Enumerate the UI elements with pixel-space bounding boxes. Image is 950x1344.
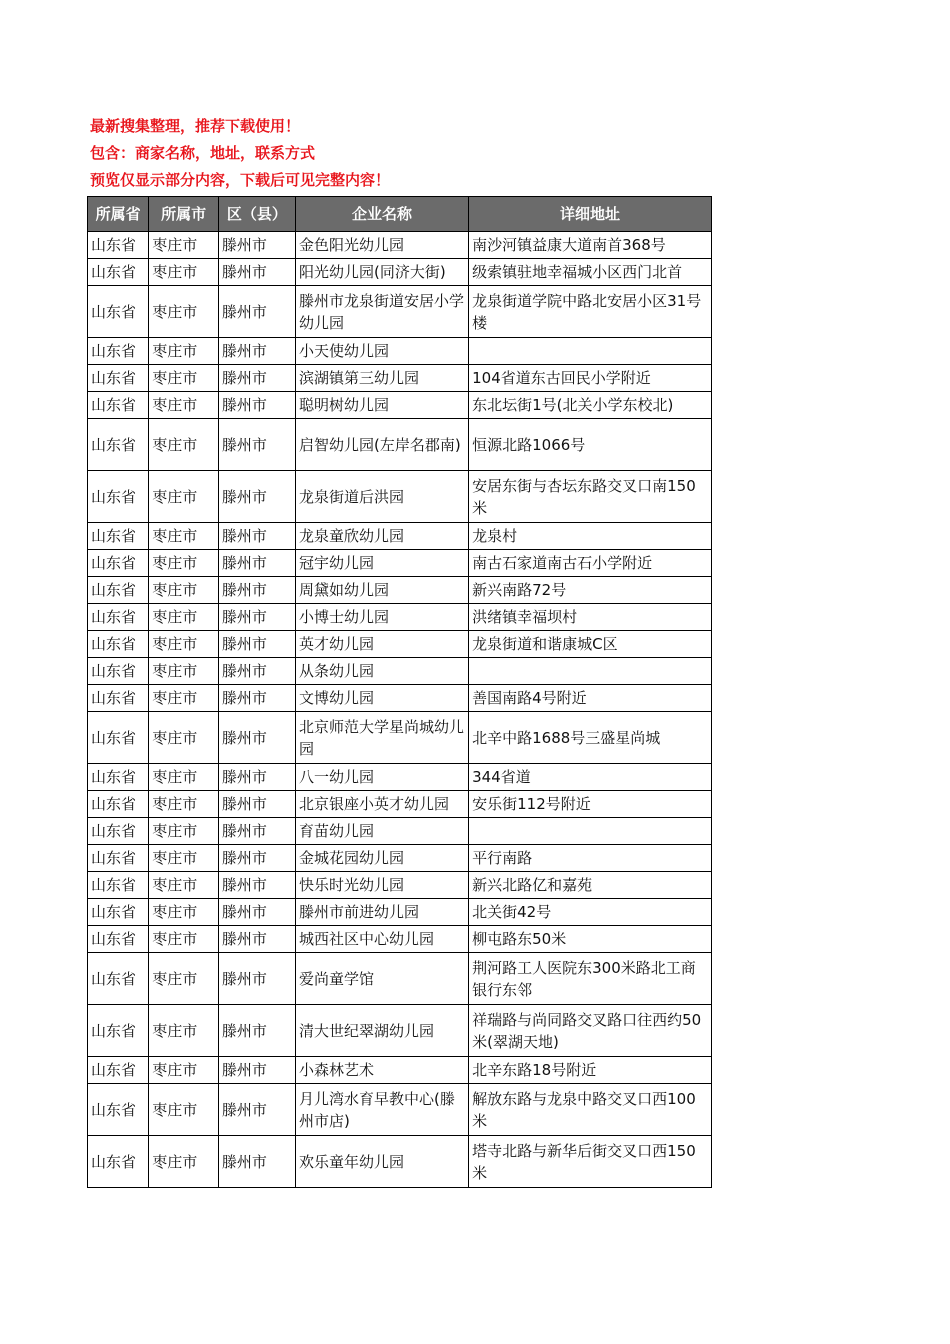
cell-district: 滕州市: [218, 232, 295, 259]
table-row: [88, 419, 712, 471]
cell-district: 滕州市: [218, 764, 295, 791]
cell-district: 滕州市: [218, 791, 295, 818]
cell-address: 344省道: [469, 764, 712, 791]
cell-province: 山东省: [88, 685, 149, 712]
cell-company-name: 八一幼儿园: [295, 764, 468, 791]
cell-company-name: 冠宇幼儿园: [295, 550, 468, 577]
notice-line-1: 最新搜集整理，推荐下载使用！: [90, 117, 301, 135]
table-row: [88, 872, 712, 899]
cell-company-name: 从条幼儿园: [295, 658, 468, 685]
table-row: [88, 818, 712, 845]
table-row: [88, 338, 712, 365]
cell-city: 枣庄市: [149, 286, 219, 338]
cell-company-name: 快乐时光幼儿园: [295, 872, 468, 899]
cell-city: 枣庄市: [149, 604, 219, 631]
table-row: [88, 685, 712, 712]
cell-address: 平行南路: [469, 845, 712, 872]
table-row: [88, 1084, 712, 1136]
cell-address: 祥瑞路与尚同路交叉路口往西约50米(翠湖天地): [469, 1005, 712, 1057]
cell-city: 枣庄市: [149, 471, 219, 523]
cell-province: 山东省: [88, 523, 149, 550]
cell-district: 滕州市: [218, 685, 295, 712]
cell-company-name: 欢乐童年幼儿园: [295, 1136, 468, 1188]
table-row: [88, 631, 712, 658]
cell-company-name: 育苗幼儿园: [295, 818, 468, 845]
table-row: [88, 1005, 712, 1057]
cell-district: 滕州市: [218, 392, 295, 419]
table-row: [88, 471, 712, 523]
cell-province: 山东省: [88, 471, 149, 523]
cell-city: 枣庄市: [149, 872, 219, 899]
header-district: 区（县）: [218, 197, 295, 232]
cell-province: 山东省: [88, 338, 149, 365]
cell-district: 滕州市: [218, 419, 295, 471]
cell-city: 枣庄市: [149, 577, 219, 604]
cell-company-name: 月儿湾水育早教中心(滕州市店): [295, 1084, 468, 1136]
cell-address: 龙泉街道学院中路北安居小区31号楼: [469, 286, 712, 338]
cell-province: 山东省: [88, 259, 149, 286]
cell-company-name: 英才幼儿园: [295, 631, 468, 658]
table-row: [88, 791, 712, 818]
table-row: [88, 523, 712, 550]
cell-province: 山东省: [88, 232, 149, 259]
cell-district: 滕州市: [218, 471, 295, 523]
business-table: [87, 196, 712, 1188]
header-address: 详细地址: [469, 197, 712, 232]
cell-city: 枣庄市: [149, 392, 219, 419]
cell-province: 山东省: [88, 365, 149, 392]
cell-district: 滕州市: [218, 872, 295, 899]
cell-company-name: 小森林艺术: [295, 1057, 468, 1084]
cell-city: 枣庄市: [149, 631, 219, 658]
cell-district: 滕州市: [218, 523, 295, 550]
cell-province: 山东省: [88, 419, 149, 471]
cell-company-name: 滨湖镇第三幼儿园: [295, 365, 468, 392]
cell-company-name: 小天使幼儿园: [295, 338, 468, 365]
cell-address: 东北坛街1号(北关小学东校北): [469, 392, 712, 419]
cell-company-name: 清大世纪翠湖幼儿园: [295, 1005, 468, 1057]
cell-company-name: 阳光幼儿园(同济大街): [295, 259, 468, 286]
cell-district: 滕州市: [218, 1136, 295, 1188]
cell-city: 枣庄市: [149, 259, 219, 286]
cell-city: 枣庄市: [149, 953, 219, 1005]
cell-company-name: 金城花园幼儿园: [295, 845, 468, 872]
cell-province: 山东省: [88, 604, 149, 631]
cell-province: 山东省: [88, 631, 149, 658]
header-city: 所属市: [149, 197, 219, 232]
cell-address: 新兴北路亿和嘉苑: [469, 872, 712, 899]
cell-address: 解放东路与龙泉中路交叉口西100米: [469, 1084, 712, 1136]
cell-district: 滕州市: [218, 926, 295, 953]
cell-address: 新兴南路72号: [469, 577, 712, 604]
table-row: [88, 899, 712, 926]
cell-district: 滕州市: [218, 1005, 295, 1057]
table-row: [88, 392, 712, 419]
cell-city: 枣庄市: [149, 764, 219, 791]
cell-address: 级索镇驻地幸福城小区西门北首: [469, 259, 712, 286]
header-province: 所属省: [88, 197, 149, 232]
table-row: [88, 259, 712, 286]
cell-address: 善国南路4号附近: [469, 685, 712, 712]
cell-company-name: 周黛如幼儿园: [295, 577, 468, 604]
table-row: [88, 577, 712, 604]
cell-district: 滕州市: [218, 818, 295, 845]
cell-address: 104省道东古回民小学附近: [469, 365, 712, 392]
table-row: [88, 1057, 712, 1084]
cell-company-name: 北京银座小英才幼儿园: [295, 791, 468, 818]
cell-company-name: 滕州市龙泉街道安居小学幼儿园: [295, 286, 468, 338]
cell-address: [469, 338, 712, 365]
cell-address: 龙泉街道和谐康城C区: [469, 631, 712, 658]
cell-district: 滕州市: [218, 712, 295, 764]
cell-province: 山东省: [88, 791, 149, 818]
cell-company-name: 小博士幼儿园: [295, 604, 468, 631]
table-row: [88, 550, 712, 577]
cell-address: 柳屯路东50米: [469, 926, 712, 953]
table-row: [88, 1136, 712, 1188]
cell-address: 塔寺北路与新华后街交叉口西150米: [469, 1136, 712, 1188]
table-row: [88, 286, 712, 338]
cell-company-name: 聪明树幼儿园: [295, 392, 468, 419]
notice-line-3: 预览仅显示部分内容，下载后可见完整内容！: [90, 171, 391, 189]
cell-province: 山东省: [88, 712, 149, 764]
cell-city: 枣庄市: [149, 926, 219, 953]
cell-province: 山东省: [88, 1005, 149, 1057]
cell-province: 山东省: [88, 872, 149, 899]
cell-address: 安居东街与杏坛东路交叉口南150米: [469, 471, 712, 523]
cell-district: 滕州市: [218, 365, 295, 392]
cell-province: 山东省: [88, 577, 149, 604]
cell-province: 山东省: [88, 1057, 149, 1084]
cell-address: 北辛东路18号附近: [469, 1057, 712, 1084]
cell-address: 龙泉村: [469, 523, 712, 550]
cell-address: 荆河路工人医院东300米路北工商银行东邻: [469, 953, 712, 1005]
cell-district: 滕州市: [218, 577, 295, 604]
cell-district: 滕州市: [218, 286, 295, 338]
table-row: [88, 926, 712, 953]
cell-company-name: 爱尚童学馆: [295, 953, 468, 1005]
cell-province: 山东省: [88, 926, 149, 953]
cell-district: 滕州市: [218, 338, 295, 365]
cell-address: 南沙河镇益康大道南首368号: [469, 232, 712, 259]
table-row: [88, 845, 712, 872]
cell-province: 山东省: [88, 550, 149, 577]
table-row: [88, 953, 712, 1005]
cell-province: 山东省: [88, 764, 149, 791]
cell-address: 北关街42号: [469, 899, 712, 926]
cell-city: 枣庄市: [149, 1084, 219, 1136]
table-row: [88, 232, 712, 259]
cell-city: 枣庄市: [149, 685, 219, 712]
cell-city: 枣庄市: [149, 845, 219, 872]
notice-line-2: 包含：商家名称，地址，联系方式: [90, 144, 316, 162]
cell-city: 枣庄市: [149, 419, 219, 471]
cell-province: 山东省: [88, 899, 149, 926]
table-row: [88, 658, 712, 685]
cell-province: 山东省: [88, 286, 149, 338]
cell-province: 山东省: [88, 658, 149, 685]
cell-district: 滕州市: [218, 1057, 295, 1084]
cell-district: 滕州市: [218, 845, 295, 872]
table-row: [88, 604, 712, 631]
cell-company-name: 启智幼儿园(左岸名郡南): [295, 419, 468, 471]
cell-city: 枣庄市: [149, 523, 219, 550]
cell-district: 滕州市: [218, 550, 295, 577]
cell-city: 枣庄市: [149, 338, 219, 365]
cell-province: 山东省: [88, 1136, 149, 1188]
table-row: [88, 712, 712, 764]
cell-district: 滕州市: [218, 631, 295, 658]
cell-address: [469, 818, 712, 845]
cell-address: [469, 658, 712, 685]
table-header-row: [88, 197, 712, 232]
cell-city: 枣庄市: [149, 899, 219, 926]
table-body: [88, 232, 712, 1188]
cell-district: 滕州市: [218, 658, 295, 685]
header-company-name: 企业名称: [295, 197, 468, 232]
cell-company-name: 龙泉童欣幼儿园: [295, 523, 468, 550]
cell-city: 枣庄市: [149, 1005, 219, 1057]
cell-company-name: 滕州市前进幼儿园: [295, 899, 468, 926]
cell-province: 山东省: [88, 818, 149, 845]
cell-address: 恒源北路1066号: [469, 419, 712, 471]
cell-address: 安乐街112号附近: [469, 791, 712, 818]
cell-district: 滕州市: [218, 259, 295, 286]
cell-city: 枣庄市: [149, 791, 219, 818]
cell-city: 枣庄市: [149, 1057, 219, 1084]
cell-address: 北辛中路1688号三盛星尚城: [469, 712, 712, 764]
cell-city: 枣庄市: [149, 712, 219, 764]
cell-company-name: 龙泉街道后洪园: [295, 471, 468, 523]
cell-address: 南古石家道南古石小学附近: [469, 550, 712, 577]
cell-district: 滕州市: [218, 604, 295, 631]
cell-province: 山东省: [88, 1084, 149, 1136]
cell-company-name: 北京师范大学星尚城幼儿园: [295, 712, 468, 764]
cell-city: 枣庄市: [149, 1136, 219, 1188]
cell-province: 山东省: [88, 392, 149, 419]
cell-company-name: 文博幼儿园: [295, 685, 468, 712]
cell-district: 滕州市: [218, 1084, 295, 1136]
cell-company-name: 金色阳光幼儿园: [295, 232, 468, 259]
table-row: [88, 365, 712, 392]
cell-company-name: 城西社区中心幼儿园: [295, 926, 468, 953]
cell-district: 滕州市: [218, 953, 295, 1005]
cell-province: 山东省: [88, 953, 149, 1005]
cell-address: 洪绪镇幸福坝村: [469, 604, 712, 631]
cell-province: 山东省: [88, 845, 149, 872]
cell-city: 枣庄市: [149, 550, 219, 577]
table-row: [88, 764, 712, 791]
cell-city: 枣庄市: [149, 658, 219, 685]
cell-city: 枣庄市: [149, 365, 219, 392]
cell-city: 枣庄市: [149, 232, 219, 259]
cell-city: 枣庄市: [149, 818, 219, 845]
cell-district: 滕州市: [218, 899, 295, 926]
